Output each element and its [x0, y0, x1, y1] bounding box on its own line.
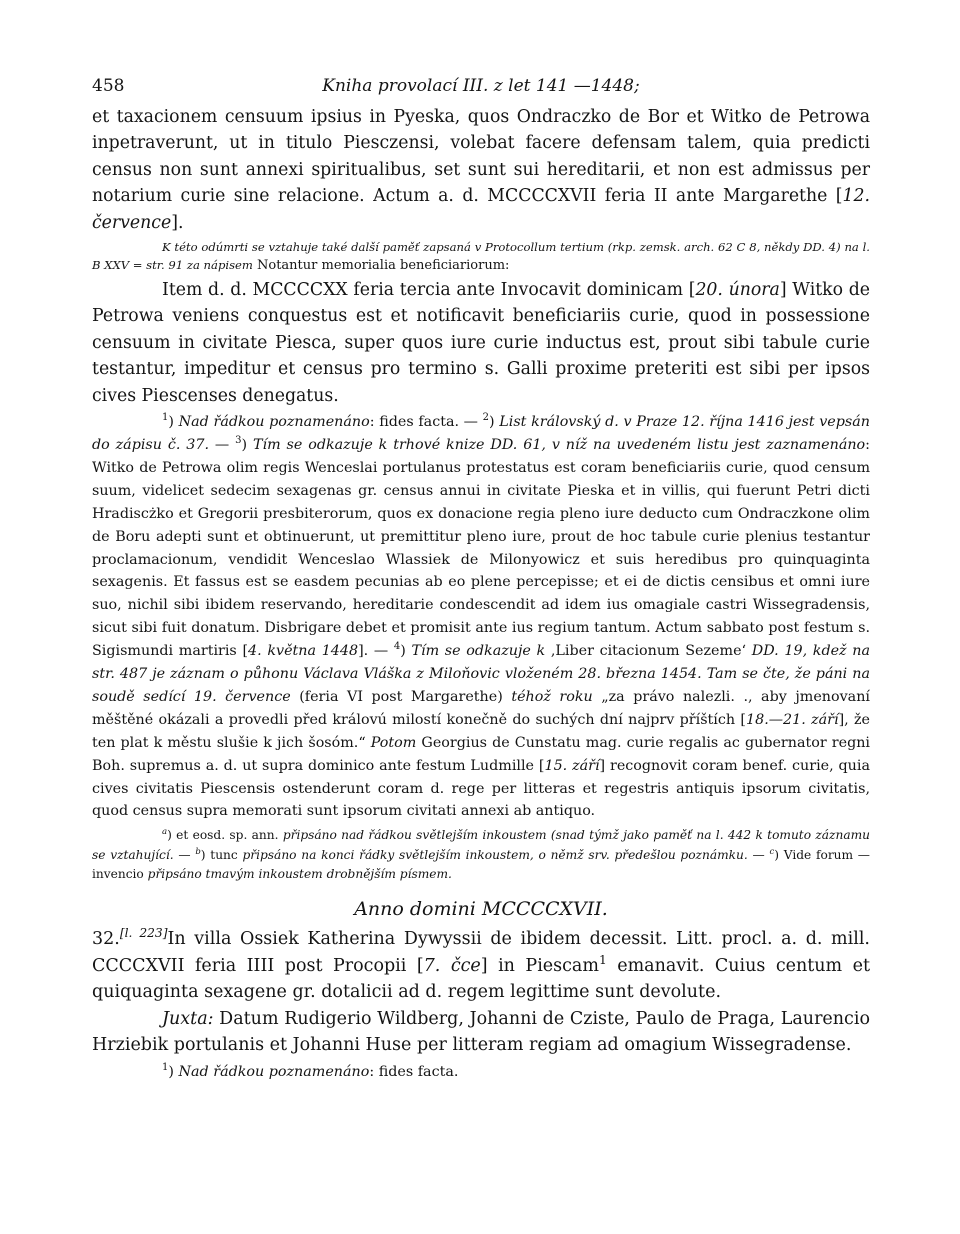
- editor-note-protocollum: K této odúmrti se vztahuje také další paměť zapsaná v Protocollum tertium (rkp. zemsk. arch. 62 C 8, někdy DD. 4) na l. B XXV = str. 91 za nápisem Notantur memorialia beneficiariorum:: [92, 240, 870, 274]
- footnote-entry-32: $^1$) Nad řádkou poznamenáno: fides facta.: [162, 1062, 459, 1080]
- footnotes-block: $^1$) Nad řádkou poznamenáno: fides facta. — $^2$) List královský d. v Praze 12. října 1416 jest vepsán do zápisu č. 37. — $^3$) Tím se odkazuje k trhové knize DD. 61, v níž na uvedeném listu jest zaznamenáno: Witko de Petrowa olim regis Wenceslai portulanus protestatus est coram beneficiariis curie, quod censum suum, videlicet sedecim sexagenas gr. census annui in civitate Pieska et in villis, qui fuerunt Petri dicti Hradiscżko et Gregorii presbiterorum, quos ex donacione regia pleno iure deducto cum Ondraczkone olim de Boru adepti sunt et obtinuerunt, ut premittitur pleno iure, prout de hoc tabule curie plenius testantur proclamacionum, vendidit Wenceslao Wlassiek de Milonyowicz et suis heredibus pro quinquaginta sexagenis. Et fassus est se easdem pecunias ab eo plene percepisse; et ei de dictis censibus et omni iure suo, nichil sibi ibidem reservando, hereditarie condescendit ad idem ius omagiale castri Wissegradensis, sicut sibi fuit donatum. Disbrigare debet et promisit ante ius regium tantum. Actum sabbato post festum s. Sigismundi martiris [4. května 1448]. — $^4$) Tím se odkazuje k ,Liber citacionum Sezeme‘ DD. 19, kdež na str. 487 je záznam o půhonu Václava Vláška z Miloňovic vloženém 28. března 1454. Tam se čte, že páni na soudě sedící 19. července (feria VI post Margarethe) téhož roku „za právo nalezli. ., aby jmenovaní měštěné okázali a provedli před královú milostí konečně do suchých dní najprv příštích [18.—21. září], že ten plat k městu slušie k jich šosóm.“ Potom Georgius de Cunstatu mag. curie regalis ac gubernator regni Boh. supremus a. d. ut supra dominico ante festum Ludmille [15. září] recognovit coram benef. curie, quia cives civitatis Piescensis ostenderunt coram d. rege per litteras et regestris antiquis ipsorum civitatis, quod census supra memorati sunt ipsorum civitati annexi ab antiquo.: [92, 412, 871, 820]
- paragraph-taxacionem: et taxacionem censuum ipsius in Pyeska, quos Ondraczko de Bor et Witko de Petrowa inpetraverunt, ut in titulo Piesczensi, volebat facere defensam talem, quia predicti census non sunt annexi spiritualibus, set sunt sui hereditarii, et non est admissus per notarium curie sine relacione. Actum a. d. MCCCCXVII feria II ante Margarethe [12. července].: [92, 107, 870, 233]
- entry-32: 32.[l. 223]In villa Ossiek Katherina Dywyssii de ibidem decessit. Litt. procl. a. d. mill. CCCCXVII feria IIII post Procopii [7. čce] in Piescam$^1$ emanavit. Cuius centum et quiquaginta sexagene gr. dotalicii ad d. regem legittime sunt devolute.: [92, 926, 871, 1003]
- juxta-label: Juxta:: [162, 1008, 214, 1029]
- running-title: Kniha provolací III. z let 141 —1448;: [322, 76, 640, 96]
- page-header: [92, 70, 870, 104]
- juxta-paragraph: Juxta: Datum Rudigerio Wildberg, Johanni de Cziste, Paulo de Praga, Laurencio Hrziebik portulanis et Johanni Huse per litteram regiam ad omagium Wissegradense.: [92, 1008, 870, 1056]
- page: [92, 70, 870, 1084]
- page-number: 458: [92, 76, 125, 96]
- year-heading: Anno domini MCCCCXVII.: [354, 897, 608, 920]
- leaf-reference: [l. 223]: [119, 926, 168, 941]
- paragraph-item: Item d. d. MCCCCXX feria tercia ante Invocavit dominicam [20. února] Witko de Petrowa veniens conquestus est et notificavit beneficiariis curie, quod in possessione censuum in civitate Piesca, super quos iure curie inductus est, prout sibi tabule curie testantur, impeditur et census pro termino s. Galli proxime preteriti est sibi per ipsos cives Piescenses denegatus.: [92, 280, 870, 406]
- variant-notes: $^a$) et eosd. sp. ann. připsáno nad řádkou světlejším inkoustem (snad týmž jako paměť na l. 442 k tomuto záznamu se vztahující. — $^b$) tunc připsáno na konci řádky světlejším inkoustem, o němž srv. předešlou poznámku. — $^c$) Vide forum — invencio připsáno tmavým inkoustem drobnějším písmem.: [92, 827, 870, 881]
- entry-number: 32.: [92, 928, 120, 949]
